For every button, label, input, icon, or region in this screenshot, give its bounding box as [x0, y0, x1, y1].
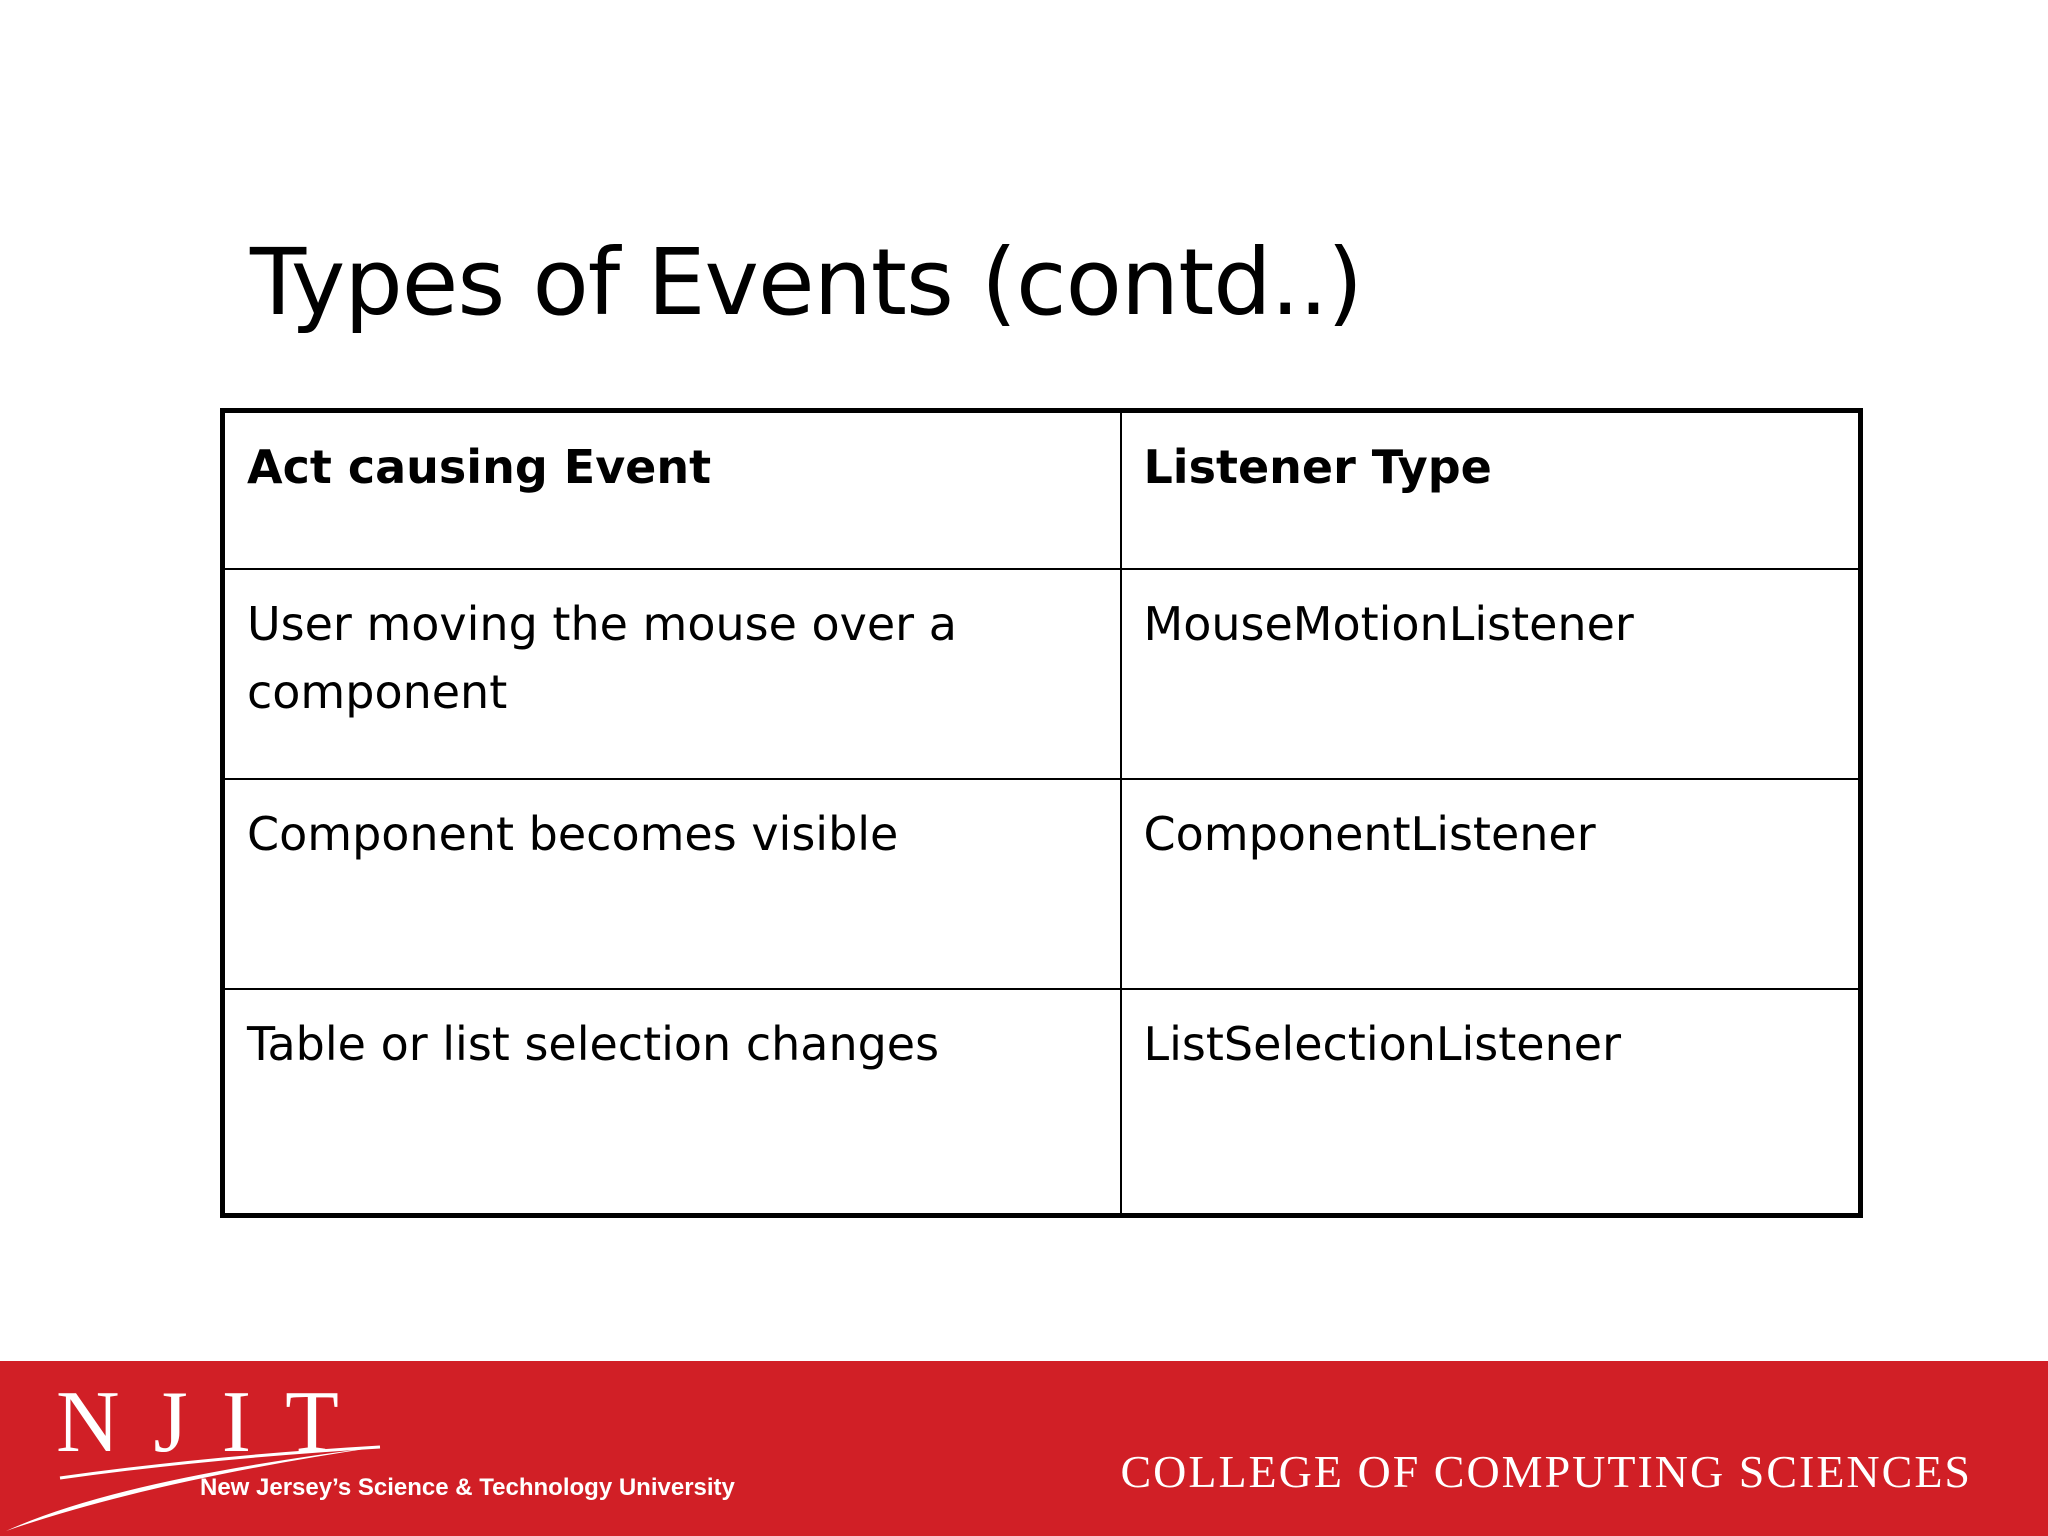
events-table — [220, 408, 1863, 1218]
njit-logo — [0, 1361, 760, 1536]
table-row — [223, 569, 1861, 779]
listener-cell: ListSelectionListener — [1121, 989, 1861, 1216]
listener-cell: ComponentListener — [1121, 779, 1861, 989]
listener-cell: MouseMotionListener — [1121, 569, 1861, 779]
table-header-row — [223, 411, 1861, 569]
college-name: COLLEGE OF COMPUTING SCIENCES — [1120, 1446, 1972, 1497]
table-row — [223, 779, 1861, 989]
act-cell: User moving the mouse over a component — [223, 569, 1121, 779]
act-cell: Component becomes visible — [223, 779, 1121, 989]
slide-title: Types of Events (contd..) — [250, 229, 1363, 336]
header-act-causing-event: Act causing Event — [223, 411, 1121, 569]
logo-tagline: New Jersey’s Science & Technology University — [200, 1474, 735, 1501]
logo-letters: NJIT — [56, 1374, 373, 1471]
act-cell: Table or list selection changes — [223, 989, 1121, 1216]
table-row — [223, 989, 1861, 1216]
header-listener-type: Listener Type — [1121, 411, 1861, 569]
footer-bar — [0, 1361, 2048, 1536]
